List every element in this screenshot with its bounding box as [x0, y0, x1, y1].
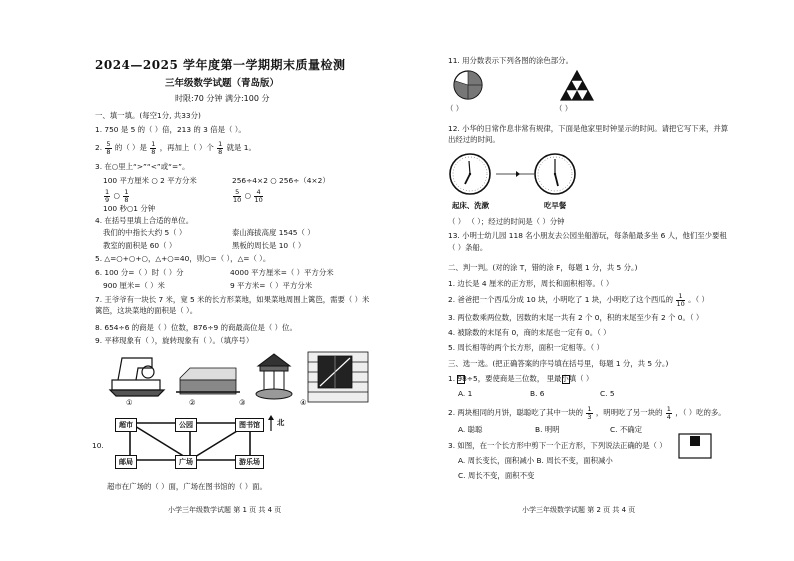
fraction [254, 189, 262, 204]
judge-2-tail: 。（ ） [688, 295, 709, 304]
question-12-line2: 出经过的时间。 [448, 135, 500, 144]
north-arrow-icon [266, 415, 276, 431]
question-13-line2: （ ）条船。 [448, 243, 488, 252]
judge-5: 5. 周长相等的两个长方形，面积一定相等。（ ） [448, 343, 604, 352]
judge-1: 1. 边长是 4 厘米的正方形，周长和面积相等。（ ） [448, 279, 614, 288]
fraction [676, 293, 684, 308]
map-place-supermarket: 超市 [115, 418, 137, 432]
shaded-triangle-figure [560, 70, 594, 102]
q2-num: 2. [95, 143, 103, 152]
fraction [233, 189, 241, 204]
q4-row1-a: 我们的中指长大约 5（ ） [103, 228, 187, 237]
right-page [410, 0, 794, 561]
denominator: 10 [254, 195, 263, 204]
shaded-circle-figure [452, 69, 484, 101]
denominator: 10 [233, 195, 242, 204]
denominator: 8 [151, 147, 156, 156]
clocks-figure [448, 150, 578, 200]
section2-header: 二、判一判。(对的涂 T，错的涂 F，每题 1 分，共 5 分。) [448, 263, 638, 272]
question-13-line1: 13. 小明士幼儿园 118 名小朋友去公园坐船游玩，每条船最多坐 6 人，他们至少要租 [448, 231, 727, 240]
numerator: 1 [151, 139, 156, 148]
q4-row2-a: 教室的面积是 60（ ） [103, 241, 177, 250]
footer-page-2: 小学三年级数学试题 第 2 页 共 4 页 [522, 506, 636, 514]
choice-3-options-ab: A. 周长变长，面积减小 B. 周长不变，面积减小 [458, 456, 613, 465]
fraction [586, 406, 592, 421]
question-12-line1: 12. 小华的日常作息非常有规律，下面是他家里时钟显示的时间。请把它写下来，并算 [448, 124, 729, 133]
question-10-text: 超市在广场的（ ）面，广场在图书馆的（ ）面。 [107, 482, 267, 491]
exam-title: 2024—2025 学年度第一学期期末质量检测 [95, 58, 346, 72]
question-2 [95, 139, 256, 157]
numerator: 1 [218, 139, 223, 148]
q12-answer: （ ） （ ）；经过的时间是（ ）分钟 [448, 217, 565, 226]
q2-text-3: 就是 1。 [226, 143, 256, 152]
numerator: 1 [587, 404, 592, 413]
choice-2-text-1: 2. 两块相同的月饼，聪聪吃了其中一块的 [448, 408, 584, 417]
question-7-line2: 篱笆，这块菜地的面积是（ ）。 [95, 306, 198, 315]
judge-4: 4. 被除数的末尾有 0，商的末尾也一定有 0。（ ） [448, 328, 611, 337]
choice-1-option-c: C. 5 [600, 389, 615, 398]
choice-2-option-a: A. 聪聪 [458, 425, 483, 434]
blank-square-box [562, 375, 570, 384]
fraction [104, 189, 110, 204]
choice-3: 3. 如图，在一个长方形中剪下一个正方形，下列说法正确的是（ ） [448, 441, 667, 450]
map-place-library: 图书馆 [235, 418, 264, 432]
q9-label-4: ④ [300, 398, 307, 407]
question-3: 3. 在○里上“>”“<”或“=”。 [95, 162, 190, 171]
numerator: 1 [124, 187, 129, 196]
clock2-label: 吃早餐 [544, 201, 567, 210]
q11-blank-2: （ ） [555, 104, 573, 113]
clock-icon [535, 154, 575, 194]
clock-icon [450, 154, 490, 194]
section1-header: 一、填一填。(每空1分, 共33分) [95, 111, 201, 120]
compare-circle: ○ [244, 191, 252, 200]
numerator: 1 [666, 404, 671, 413]
exam-subtitle: 三年级数学试题（青岛版） [165, 78, 280, 89]
window-image [308, 352, 368, 402]
section3-header: 三、选一选。(把正确答案的序号填在括号里，每题 1 分，共 5 分。) [448, 359, 669, 368]
denominator: 8 [106, 147, 111, 156]
question-7-line1: 7. 王爷爷有一块长 7 米，宽 5 米的长方形菜地，如果菜地周围上篱笆，需要（ ）米 [95, 295, 370, 304]
q3-row1-b: 256÷4×2 ○ 256÷（4×2） [232, 176, 330, 185]
choice-2-option-b: B. 明明 [535, 425, 560, 434]
q3-row2-b [232, 188, 264, 204]
q2-text-1: 的（ ）是 [114, 143, 147, 152]
q9-pictures [108, 350, 373, 405]
q2-text-2: ，再加上（ ）个 [159, 143, 214, 152]
q3-row3: 100 秒○1 分钟 [103, 204, 156, 213]
question-5: 5. △=○+○+○，△+○=40，则○=（ ），△=（ ）。 [95, 254, 271, 263]
fraction [217, 141, 223, 156]
numerator: 1 [105, 187, 110, 196]
choice-1: 1. 98÷5，要使商是三位数， 里最小填（ ） [448, 374, 594, 383]
map-place-amusement-park: 游乐场 [235, 455, 264, 469]
question-1: 1. 750 是 5 的（ ）倍，213 的 3 倍是（ ）。 [95, 125, 246, 134]
q6-row1-a: 6. 100 分=（ ）时（ ）分 [95, 268, 184, 277]
blank-square-box [457, 375, 465, 384]
numerator: 4 [254, 189, 262, 197]
arrow-icon [496, 171, 534, 177]
denominator: 8 [218, 147, 223, 156]
fraction [123, 189, 129, 204]
q9-label-2: ② [189, 398, 196, 407]
judge-2-text: 2. 爸爸把一个西瓜分成 10 块，小明吃了 1 块，小明吃了这个西瓜的 [448, 295, 674, 304]
q6-row2-b: 9 平方米=（ ）平方分米 [230, 281, 313, 290]
exam-time-info: 时限:70 分钟 满分:100 分 [175, 94, 270, 103]
choice-2-text-3: ，（ ）吃的多。 [675, 408, 726, 417]
denominator: 9 [105, 195, 110, 204]
denominator: 8 [124, 195, 129, 204]
q3-row1-a: 100 平方厘米 ○ 2 平方分米 [103, 176, 197, 185]
numerator: 5 [106, 139, 111, 148]
question-10-number: 10. [92, 441, 104, 450]
q4-row1-b: 泰山海拔高度 1545（ ） [232, 228, 315, 237]
q9-label-1: ① [126, 398, 133, 407]
choice-2-text-2: ，明明吃了另一块的 [595, 408, 663, 417]
denominator: 3 [587, 412, 592, 421]
numerator: 1 [676, 293, 684, 301]
denominator: 10 [676, 299, 685, 308]
rectangle-cut-figure [678, 433, 712, 459]
choice-1-option-a: A. 1 [458, 389, 473, 398]
q9-label-3: ③ [239, 398, 246, 407]
map-place-post-office: 邮局 [115, 455, 137, 469]
q11-blank-1: （ ） [446, 104, 464, 113]
fraction [105, 141, 111, 156]
choice-2 [448, 404, 726, 422]
denominator: 4 [666, 412, 671, 421]
judge-2 [448, 291, 709, 309]
fraction [150, 141, 156, 156]
sewing-machine-image [110, 358, 164, 396]
question-8: 8. 654÷6 的商是（ ）位数，876÷9 的商最高位是（ ）位。 [95, 323, 297, 332]
q4-row2-b: 黑板的周长是 10（ ） [232, 241, 306, 250]
numerator: 5 [233, 189, 241, 197]
q6-row1-b: 4000 平方厘米=（ ）平方分米 [230, 268, 334, 277]
choice-1-option-b: B. 6 [530, 389, 545, 398]
q6-row2-a: 900 厘米=（ ）米 [103, 281, 165, 290]
carousel-image [256, 354, 292, 399]
compare-circle: ○ [113, 191, 120, 200]
window-sliding-image [176, 368, 240, 394]
question-11: 11. 用分数表示下列各图的涂色部分。 [448, 56, 573, 65]
question-9: 9. 平移现象有（ ），旋转现象有（ ）。（填序号） [95, 336, 254, 345]
choice-2-option-c: C. 不确定 [610, 425, 643, 434]
clock1-label: 起床、洗漱 [452, 201, 489, 210]
map-place-square: 广场 [175, 455, 197, 469]
north-label: 北 [277, 418, 285, 427]
footer-page-1: 小学三年级数学试题 第 1 页 共 4 页 [168, 506, 282, 514]
question-4: 4. 在括号里填上合适的单位。 [95, 216, 194, 225]
judge-3: 3. 两位数乘两位数，因数的末尾一共有 2 个 0，积的末尾至少有 2 个 0。（ ） [448, 313, 704, 322]
choice-3-option-c: C. 周长不变，面积不变 [458, 471, 535, 480]
q3-row2-a [103, 188, 130, 204]
map-place-park: 公园 [175, 418, 197, 432]
fraction [666, 406, 672, 421]
